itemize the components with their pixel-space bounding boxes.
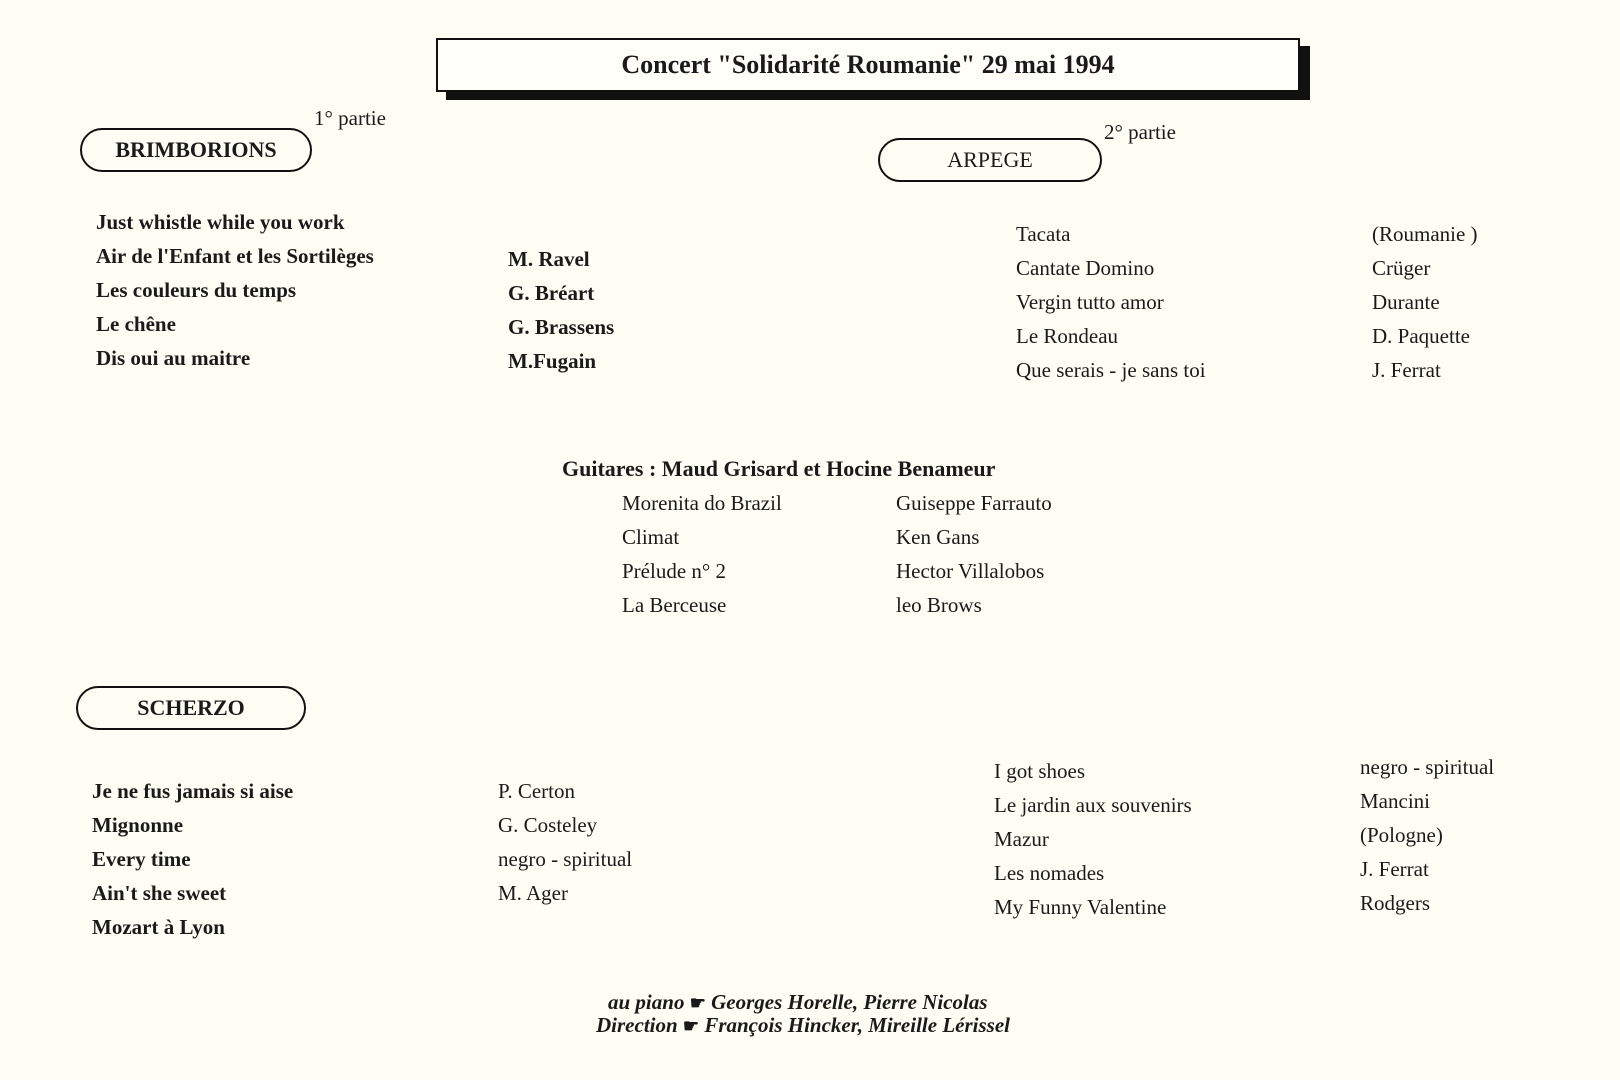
- composer: Mancini: [1360, 789, 1430, 813]
- guitars-composer-list: [896, 486, 1052, 622]
- scherzo-composer-list: [498, 774, 632, 910]
- composer: J. Ferrat: [1360, 857, 1429, 881]
- part1-label: 1° partie: [314, 106, 386, 130]
- brimborions-composer-list: [508, 242, 614, 378]
- composer: J. Ferrat: [1372, 358, 1441, 382]
- composer: Ken Gans: [896, 525, 980, 549]
- composer: P. Certon: [498, 779, 576, 803]
- scherzo-song-list: [92, 774, 293, 944]
- composer: (Roumanie ): [1372, 222, 1478, 246]
- concert-title-box: [436, 38, 1300, 92]
- composer: negro - spiritual: [498, 847, 633, 871]
- song-title: Dis oui au maitre: [96, 346, 251, 370]
- composer: leo Brows: [896, 593, 982, 617]
- piano-label: au piano: [608, 990, 685, 1014]
- song-title: Cantate Domino: [1016, 256, 1155, 280]
- song-title: Le Rondeau: [1016, 324, 1119, 348]
- song-title: Mignonne: [92, 813, 184, 837]
- composer: G. Brassens: [508, 315, 615, 339]
- song-title: Le chêne: [96, 312, 176, 336]
- piece-title: Prélude n° 2: [622, 559, 727, 583]
- group-label-brimborions: BRIMBORIONS: [80, 128, 312, 172]
- footer-direction-line: [596, 1013, 1010, 1038]
- arpege2-song-list: [994, 754, 1192, 924]
- brimborions-song-list: [96, 205, 374, 375]
- arpege-composer-list: [1372, 217, 1478, 387]
- song-title: Air de l'Enfant et les Sortilèges: [96, 244, 374, 268]
- composer: Crüger: [1372, 256, 1431, 280]
- piece-title: Climat: [622, 525, 680, 549]
- composer: D. Paquette: [1372, 324, 1470, 348]
- piece-title: La Berceuse: [622, 593, 727, 617]
- song-title: My Funny Valentine: [994, 895, 1167, 919]
- pointing-hand-icon: ☛: [689, 993, 706, 1013]
- composer: Guiseppe Farrauto: [896, 491, 1052, 515]
- song-title: Je ne fus jamais si aise: [92, 779, 294, 803]
- guitars-heading: Guitares : Maud Grisard et Hocine Benameur: [562, 456, 996, 481]
- song-title: Les couleurs du temps: [96, 278, 297, 302]
- song-title: Les nomades: [994, 861, 1105, 885]
- arpege-song-list: [1016, 217, 1206, 387]
- concert-title: Concert "Solidarité Roumanie" 29 mai 1994: [621, 50, 1115, 79]
- song-title: Mozart à Lyon: [92, 915, 225, 939]
- song-title: Tacata: [1016, 222, 1071, 246]
- direction-names: François Hincker, Mireille Lérissel: [704, 1013, 1010, 1037]
- song-title: Que serais - je sans toi: [1016, 358, 1206, 382]
- piece-title: Morenita do Brazil: [622, 491, 782, 515]
- composer: M.Fugain: [508, 349, 597, 373]
- group-label-arpege: ARPEGE: [878, 138, 1102, 182]
- song-title: Just whistle while you work: [96, 210, 345, 234]
- song-title: Vergin tutto amor: [1016, 290, 1164, 314]
- guitars-piece-list: [622, 486, 782, 622]
- composer: G. Bréart: [508, 281, 595, 305]
- composer: Rodgers: [1360, 891, 1430, 915]
- pointing-hand-icon: ☛: [682, 1016, 700, 1036]
- composer: negro - spiritual: [1360, 755, 1495, 779]
- arpege2-composer-list: [1360, 750, 1494, 920]
- part2-label: 2° partie: [1104, 120, 1176, 144]
- footer-piano-line: [608, 990, 988, 1015]
- direction-label: Direction: [596, 1013, 678, 1037]
- song-title: Ain't she sweet: [92, 881, 227, 905]
- group-label-scherzo: SCHERZO: [76, 686, 306, 730]
- piano-names: Georges Horelle, Pierre Nicolas: [711, 990, 988, 1014]
- song-title: Mazur: [994, 827, 1049, 851]
- composer: M. Ravel: [508, 247, 590, 271]
- composer: M. Ager: [498, 881, 568, 905]
- song-title: I got shoes: [994, 759, 1085, 783]
- composer: G. Costeley: [498, 813, 598, 837]
- composer: Hector Villalobos: [896, 559, 1045, 583]
- song-title: Every time: [92, 847, 191, 871]
- composer: (Pologne): [1360, 823, 1443, 847]
- song-title: Le jardin aux souvenirs: [994, 793, 1192, 817]
- composer: Durante: [1372, 290, 1440, 314]
